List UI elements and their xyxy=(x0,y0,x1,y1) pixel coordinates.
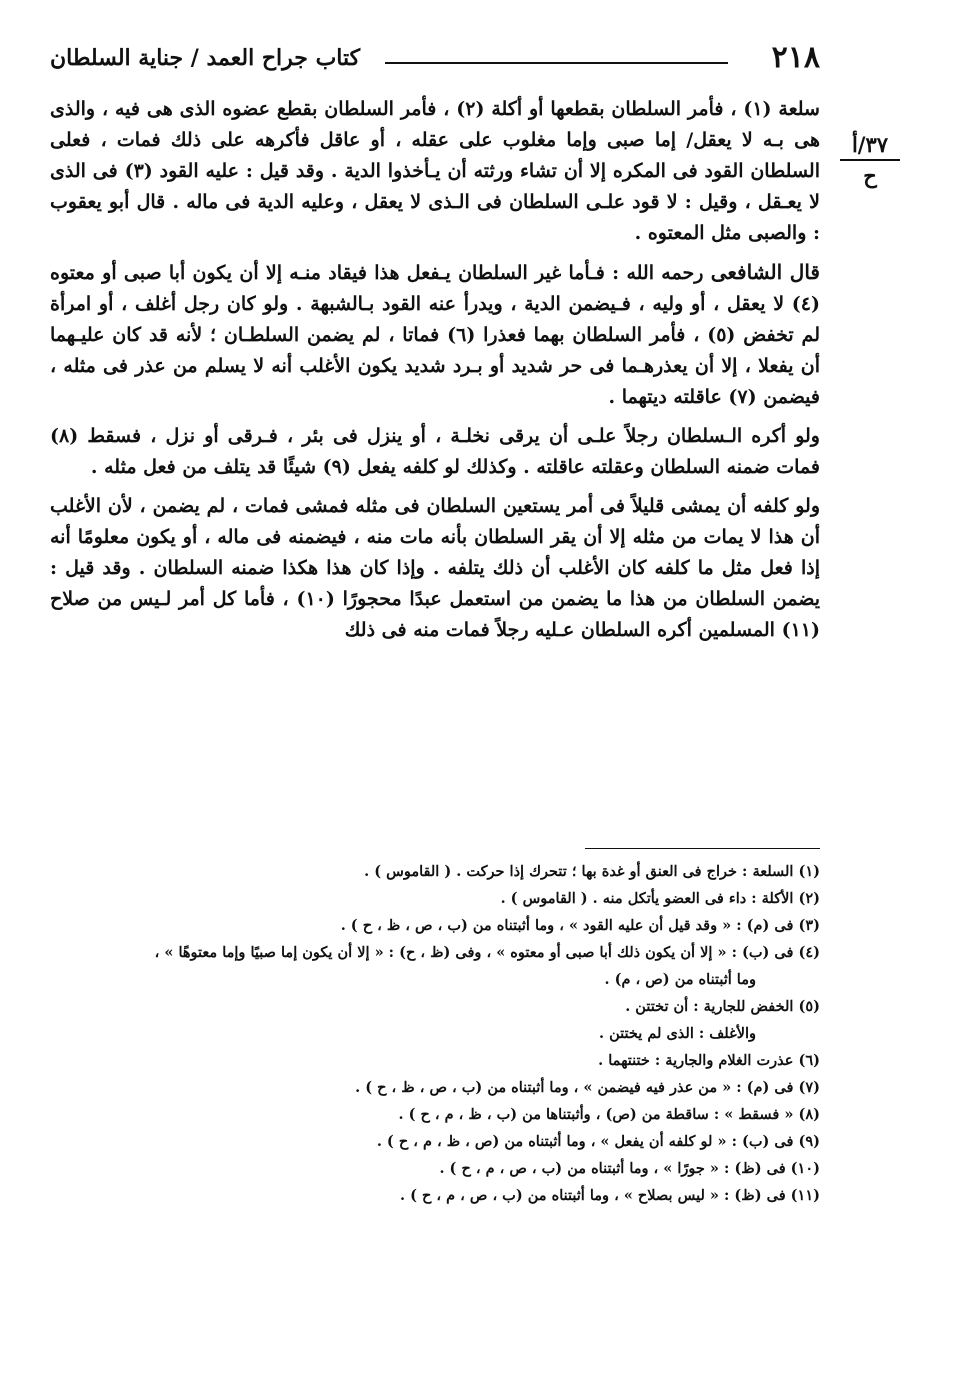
footnote: (٤) فى (ب) : « إلا أن يكون ذلك أبا صبى أو معتوه » ، وفى (ظ ، ح) : « إلا أن يكون إما صبيًا وإما معتوهًا » ، xyxy=(154,944,820,961)
footnote: (١) السلعة : خراج فى العنق أو غدة بها ؛ تتحرك إذا حركت . ( القاموس ) . xyxy=(364,863,820,880)
running-title: كتاب جراح العمد / جناية السلطان xyxy=(50,45,361,71)
margin-manuscript-mark: ح xyxy=(863,163,877,188)
footnotes xyxy=(50,858,820,1209)
footnote: (٨) « فسقط » : ساقطة من (ص) ، وأثبتناها من (ب ، ظ ، م ، ح ) . xyxy=(398,1106,820,1123)
paragraph xyxy=(50,257,820,413)
paragraph-text: رحمه الله : فـأما غير السلطان يـفعل هذا فيقاد منـه إلا أن يكون أبا صبى أو معتوه (٤) لا يعقل ، أو وليه ، فـيضمن الدية ، ويدرأ عنه القود بـالشبهة . ولو كان رجل أغلف ، أو امرأة لم تخفض (٥) ، فأمر السلطان بهما فعذرا (٦) فماتا ، لم يضمن السلطـان ؛ لأنه قد كان عليـهما أن يفعلا ، إلا أن يعذرهـما فى حر شديد أو بـرد شديد يكون الأغلب أنه لا يسلم من عذر فى مثله ، فيضمن (٧) عاقلته ديتهما . xyxy=(50,262,820,408)
speaker-label: قال الشافعى xyxy=(710,260,820,284)
main-text xyxy=(50,94,820,654)
footnote: (٥) الخفض للجارية : أن تختتن . xyxy=(625,998,820,1015)
footnote-separator xyxy=(585,848,820,849)
paragraph-text: سلعة (١) ، فأمر السلطان بقطعها أو أكلة (٢) ، فأمر السلطان بقطع عضوه الذى هى فيه ، والذى هى بـه لا يعقل/ إما صبى وإما مغلوب على عقله ، أو عاقل فأكرهه على ذلك فمات ، فعلى السلطان القود فى المكره إلا أن تشاء ورثته أن يـأخذوا الدية . وقد قيل : عليه القود (٣) فى الذى لا يعـقل ، وقيل : لا قود علـى السلطان فى الـذى لا يعقل ، وعليه الدية فى ماله . قال أبو يعقوب : والصبى مثل المعتوه . xyxy=(50,98,820,244)
page-header xyxy=(50,36,820,80)
page-number: ٢١٨ xyxy=(771,40,820,75)
paragraph-text: ولو كلفه أن يمشى قليلاً فى أمر يستعين السلطان فى مثله فمشى فمات ، لم يضمن ، لأن الأغلب أن هذا لا يمات من مثله إلا أن يقر السلطان بأنه مات منه ، فيضمنه فى ماله ، أو يكون معلومًا أنه إذا فعل مثل ما كلفه كان الأغلب أن ذلك يتلفه . وإذا كان هذا هكذا ضمنه السلطان . وقد قيل : يضمن السلطان من هذا ما يضمن من استعمل عبدًا محجورًا (١٠) ، فأما كل أمر لـيس من صلاح (١١) المسلمين أكره السلطان عـليه رجلاً فمات منه فى ذلك xyxy=(50,495,820,641)
header-rule xyxy=(385,62,728,64)
paragraph xyxy=(50,94,820,249)
footnote-continuation: وما أثبتناه من (ص ، م) . xyxy=(604,971,756,988)
footnote: (٧) فى (م) : « من عذر فيه فيضمن » ، وما أثبتناه من (ب ، ص ، ظ ، ح ) . xyxy=(355,1079,820,1096)
margin-folio-ref: ٣٧/أ xyxy=(840,132,900,161)
footnote-continuation: والأغلف : الذى لم يختتن . xyxy=(599,1025,756,1042)
footnote: (٩) فى (ب) : « لو كلفه أن يفعل » ، وما أثبتناه من (ص ، ظ ، م ، ح ) . xyxy=(376,1133,820,1150)
paragraph xyxy=(50,421,820,483)
footnote: (١٠) فى (ظ) : « جورًا » ، وما أثبتناه من (ب ، ص ، م ، ح ) . xyxy=(439,1160,820,1177)
footnote: (٢) الأكلة : داء فى العضو يأتكل منه . ( القاموس ) . xyxy=(500,890,820,907)
paragraph-text: ولو أكره الـسلطان رجلاً علـى أن يرقى نخلـة ، أو ينزل فى بئر ، فـرقى أو نزل ، فسقط (٨) فمات ضمنه السلطان وعقلته عاقلته . وكذلك لو كلفه يفعل (٩) شيئًا قد يتلف من فعل مثله . xyxy=(50,425,820,478)
footnote: (١١) فى (ظ) : « ليس بصلاح » ، وما أثبتناه من (ب ، ص ، م ، ح ) . xyxy=(399,1187,820,1204)
margin-folio-note xyxy=(840,132,900,188)
paragraph xyxy=(50,491,820,646)
footnote: (٣) فى (م) : « وقد قيل أن عليه القود » ، وما أثبتناه من (ب ، ص ، ظ ، ح ) . xyxy=(340,917,820,934)
footnote: (٦) عذرت الغلام والجارية : ختنتهما . xyxy=(598,1052,820,1069)
